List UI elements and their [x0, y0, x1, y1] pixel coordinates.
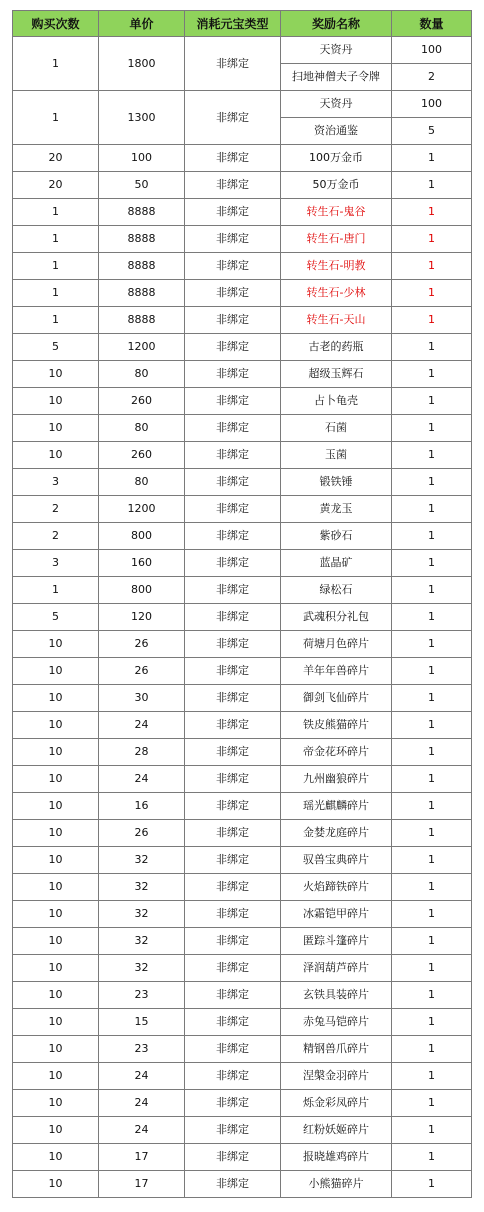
- table-row: [13, 982, 472, 1009]
- cell-purchase-count: 10: [13, 820, 99, 847]
- cell-unit-price: 30: [99, 685, 185, 712]
- cell-purchase-count: 1: [13, 577, 99, 604]
- cell-unit-price: 260: [99, 388, 185, 415]
- cell-purchase-count: 10: [13, 415, 99, 442]
- cell-currency-type: 非绑定: [185, 793, 281, 820]
- cell-currency-type: 非绑定: [185, 388, 281, 415]
- cell-unit-price: 80: [99, 469, 185, 496]
- cell-purchase-count: 10: [13, 793, 99, 820]
- cell-reward-name: 荷塘月色碎片: [281, 631, 392, 658]
- table-row: [13, 577, 472, 604]
- header-reward-name: 奖励名称: [281, 11, 392, 37]
- table-row: [13, 1090, 472, 1117]
- cell-unit-price: 17: [99, 1171, 185, 1198]
- cell-quantity: 1: [392, 442, 472, 469]
- table-row: [13, 388, 472, 415]
- cell-purchase-count: 5: [13, 604, 99, 631]
- table-row: [13, 469, 472, 496]
- cell-currency-type: 非绑定: [185, 739, 281, 766]
- cell-quantity: 1: [392, 145, 472, 172]
- header-unit-price: 单价: [99, 11, 185, 37]
- cell-unit-price: 15: [99, 1009, 185, 1036]
- table-row: [13, 901, 472, 928]
- table-row: [13, 334, 472, 361]
- cell-currency-type: 非绑定: [185, 199, 281, 226]
- cell-quantity: 1: [392, 1171, 472, 1198]
- table-row: [13, 199, 472, 226]
- cell-unit-price: 1300: [99, 91, 185, 145]
- cell-purchase-count: 10: [13, 982, 99, 1009]
- cell-purchase-count: 1: [13, 280, 99, 307]
- cell-unit-price: 260: [99, 442, 185, 469]
- table-row: [13, 523, 472, 550]
- cell-reward-name: 御剑飞仙碎片: [281, 685, 392, 712]
- cell-currency-type: 非绑定: [185, 928, 281, 955]
- cell-quantity: 1: [392, 793, 472, 820]
- cell-currency-type: 非绑定: [185, 658, 281, 685]
- cell-unit-price: 26: [99, 820, 185, 847]
- cell-unit-price: 24: [99, 712, 185, 739]
- cell-quantity: 1: [392, 226, 472, 253]
- cell-reward-name: 天资丹: [281, 37, 392, 64]
- cell-unit-price: 24: [99, 1063, 185, 1090]
- cell-purchase-count: 10: [13, 847, 99, 874]
- cell-currency-type: 非绑定: [185, 91, 281, 145]
- cell-reward-name: 扫地神僧夫子令牌: [281, 64, 392, 91]
- cell-currency-type: 非绑定: [185, 577, 281, 604]
- cell-unit-price: 28: [99, 739, 185, 766]
- cell-unit-price: 8888: [99, 199, 185, 226]
- cell-quantity: 1: [392, 631, 472, 658]
- header-purchase-count: 购买次数: [13, 11, 99, 37]
- cell-unit-price: 1800: [99, 37, 185, 91]
- cell-purchase-count: 1: [13, 37, 99, 91]
- cell-purchase-count: 1: [13, 91, 99, 145]
- reward-table-container: [12, 10, 472, 1198]
- cell-reward-name: 转生石-鬼谷: [281, 199, 392, 226]
- cell-reward-name: 占卜龟壳: [281, 388, 392, 415]
- cell-reward-name: 转生石-唐门: [281, 226, 392, 253]
- cell-reward-name: 50万金币: [281, 172, 392, 199]
- cell-reward-name: 资治通鉴: [281, 118, 392, 145]
- cell-purchase-count: 2: [13, 523, 99, 550]
- cell-quantity: 1: [392, 1117, 472, 1144]
- cell-currency-type: 非绑定: [185, 253, 281, 280]
- cell-purchase-count: 2: [13, 496, 99, 523]
- cell-reward-name: 转生石-天山: [281, 307, 392, 334]
- cell-unit-price: 24: [99, 1117, 185, 1144]
- cell-reward-name: 玄铁具装碎片: [281, 982, 392, 1009]
- table-row: [13, 712, 472, 739]
- table-row: [13, 955, 472, 982]
- table-row: [13, 172, 472, 199]
- cell-currency-type: 非绑定: [185, 469, 281, 496]
- cell-purchase-count: 10: [13, 1117, 99, 1144]
- cell-quantity: 1: [392, 577, 472, 604]
- cell-reward-name: 转生石-明教: [281, 253, 392, 280]
- cell-quantity: 1: [392, 766, 472, 793]
- cell-purchase-count: 10: [13, 1171, 99, 1198]
- cell-purchase-count: 10: [13, 712, 99, 739]
- cell-unit-price: 100: [99, 145, 185, 172]
- cell-purchase-count: 10: [13, 955, 99, 982]
- cell-reward-name: 金婪龙庭碎片: [281, 820, 392, 847]
- table-row: [13, 280, 472, 307]
- cell-currency-type: 非绑定: [185, 1009, 281, 1036]
- cell-reward-name: 泽润葫芦碎片: [281, 955, 392, 982]
- cell-reward-name: 铁皮熊猫碎片: [281, 712, 392, 739]
- cell-purchase-count: 10: [13, 766, 99, 793]
- table-row: [13, 793, 472, 820]
- cell-reward-name: 瑶光麒麟碎片: [281, 793, 392, 820]
- cell-quantity: 1: [392, 739, 472, 766]
- cell-quantity: 1: [392, 604, 472, 631]
- cell-unit-price: 32: [99, 928, 185, 955]
- cell-currency-type: 非绑定: [185, 172, 281, 199]
- cell-unit-price: 8888: [99, 307, 185, 334]
- cell-purchase-count: 10: [13, 1009, 99, 1036]
- cell-reward-name: 赤兔马铠碎片: [281, 1009, 392, 1036]
- cell-currency-type: 非绑定: [185, 982, 281, 1009]
- cell-quantity: 1: [392, 901, 472, 928]
- cell-currency-type: 非绑定: [185, 307, 281, 334]
- cell-currency-type: 非绑定: [185, 1144, 281, 1171]
- cell-unit-price: 23: [99, 1036, 185, 1063]
- cell-reward-name: 锻铁锤: [281, 469, 392, 496]
- cell-unit-price: 8888: [99, 226, 185, 253]
- table-row: [13, 604, 472, 631]
- cell-currency-type: 非绑定: [185, 145, 281, 172]
- cell-quantity: 1: [392, 253, 472, 280]
- cell-quantity: 1: [392, 1063, 472, 1090]
- cell-quantity: 1: [392, 874, 472, 901]
- cell-purchase-count: 10: [13, 631, 99, 658]
- cell-purchase-count: 10: [13, 388, 99, 415]
- cell-reward-name: 武魂积分礼包: [281, 604, 392, 631]
- cell-currency-type: 非绑定: [185, 820, 281, 847]
- cell-quantity: 100: [392, 91, 472, 118]
- table-row: [13, 361, 472, 388]
- cell-unit-price: 160: [99, 550, 185, 577]
- cell-reward-name: 超级玉辉石: [281, 361, 392, 388]
- cell-currency-type: 非绑定: [185, 1063, 281, 1090]
- cell-purchase-count: 10: [13, 739, 99, 766]
- cell-quantity: 1: [392, 1090, 472, 1117]
- table-row: [13, 253, 472, 280]
- cell-quantity: 1: [392, 712, 472, 739]
- cell-currency-type: 非绑定: [185, 37, 281, 91]
- cell-currency-type: 非绑定: [185, 1036, 281, 1063]
- header-row: [13, 11, 472, 37]
- cell-purchase-count: 10: [13, 928, 99, 955]
- cell-purchase-count: 3: [13, 550, 99, 577]
- cell-quantity: 1: [392, 334, 472, 361]
- cell-unit-price: 50: [99, 172, 185, 199]
- cell-reward-name: 100万金币: [281, 145, 392, 172]
- cell-unit-price: 80: [99, 415, 185, 442]
- cell-reward-name: 帝金花环碎片: [281, 739, 392, 766]
- cell-unit-price: 26: [99, 631, 185, 658]
- table-row: [13, 874, 472, 901]
- cell-currency-type: 非绑定: [185, 847, 281, 874]
- cell-unit-price: 32: [99, 955, 185, 982]
- cell-currency-type: 非绑定: [185, 685, 281, 712]
- table-row: [13, 928, 472, 955]
- cell-currency-type: 非绑定: [185, 280, 281, 307]
- table-row: [13, 658, 472, 685]
- cell-quantity: 1: [392, 523, 472, 550]
- cell-purchase-count: 10: [13, 685, 99, 712]
- cell-reward-name: 黄龙玉: [281, 496, 392, 523]
- cell-purchase-count: 1: [13, 199, 99, 226]
- table-row: [13, 1036, 472, 1063]
- cell-reward-name: 转生石-少林: [281, 280, 392, 307]
- cell-quantity: 1: [392, 415, 472, 442]
- cell-quantity: 1: [392, 982, 472, 1009]
- cell-quantity: 1: [392, 496, 472, 523]
- cell-unit-price: 24: [99, 766, 185, 793]
- cell-quantity: 1: [392, 280, 472, 307]
- cell-currency-type: 非绑定: [185, 226, 281, 253]
- table-row: [13, 766, 472, 793]
- cell-purchase-count: 10: [13, 442, 99, 469]
- cell-quantity: 1: [392, 685, 472, 712]
- reward-table: [12, 10, 472, 1198]
- cell-purchase-count: 10: [13, 1090, 99, 1117]
- cell-reward-name: 匿踪斗篷碎片: [281, 928, 392, 955]
- header-quantity: 数量: [392, 11, 472, 37]
- cell-reward-name: 小熊猫碎片: [281, 1171, 392, 1198]
- cell-currency-type: 非绑定: [185, 1171, 281, 1198]
- cell-quantity: 1: [392, 361, 472, 388]
- cell-reward-name: 玉菌: [281, 442, 392, 469]
- cell-quantity: 1: [392, 1009, 472, 1036]
- cell-purchase-count: 1: [13, 307, 99, 334]
- cell-currency-type: 非绑定: [185, 874, 281, 901]
- cell-reward-name: 烁金彩凤碎片: [281, 1090, 392, 1117]
- table-row: [13, 820, 472, 847]
- table-row: [13, 739, 472, 766]
- cell-currency-type: 非绑定: [185, 334, 281, 361]
- cell-purchase-count: 3: [13, 469, 99, 496]
- table-row: [13, 307, 472, 334]
- cell-currency-type: 非绑定: [185, 766, 281, 793]
- cell-purchase-count: 10: [13, 874, 99, 901]
- cell-purchase-count: 10: [13, 1063, 99, 1090]
- cell-reward-name: 蓝晶矿: [281, 550, 392, 577]
- cell-quantity: 1: [392, 550, 472, 577]
- table-header: [13, 11, 472, 37]
- cell-unit-price: 80: [99, 361, 185, 388]
- table-row: [13, 496, 472, 523]
- cell-purchase-count: 10: [13, 901, 99, 928]
- cell-currency-type: 非绑定: [185, 1090, 281, 1117]
- cell-unit-price: 23: [99, 982, 185, 1009]
- cell-currency-type: 非绑定: [185, 604, 281, 631]
- cell-currency-type: 非绑定: [185, 550, 281, 577]
- cell-purchase-count: 20: [13, 145, 99, 172]
- cell-currency-type: 非绑定: [185, 955, 281, 982]
- cell-unit-price: 17: [99, 1144, 185, 1171]
- cell-unit-price: 16: [99, 793, 185, 820]
- cell-currency-type: 非绑定: [185, 523, 281, 550]
- cell-reward-name: 冰霜铠甲碎片: [281, 901, 392, 928]
- cell-purchase-count: 5: [13, 334, 99, 361]
- cell-quantity: 1: [392, 199, 472, 226]
- cell-unit-price: 8888: [99, 280, 185, 307]
- cell-reward-name: 精钢兽爪碎片: [281, 1036, 392, 1063]
- cell-unit-price: 26: [99, 658, 185, 685]
- cell-unit-price: 32: [99, 847, 185, 874]
- header-currency-type: 消耗元宝类型: [185, 11, 281, 37]
- table-row: [13, 415, 472, 442]
- table-row: [13, 91, 472, 118]
- cell-reward-name: 古老的药瓶: [281, 334, 392, 361]
- cell-reward-name: 火焰蹄铁碎片: [281, 874, 392, 901]
- cell-purchase-count: 1: [13, 253, 99, 280]
- table-row: [13, 442, 472, 469]
- cell-quantity: 1: [392, 307, 472, 334]
- table-row: [13, 145, 472, 172]
- cell-unit-price: 120: [99, 604, 185, 631]
- cell-quantity: 1: [392, 172, 472, 199]
- cell-currency-type: 非绑定: [185, 415, 281, 442]
- cell-reward-name: 绿松石: [281, 577, 392, 604]
- cell-quantity: 1: [392, 658, 472, 685]
- cell-currency-type: 非绑定: [185, 712, 281, 739]
- cell-unit-price: 800: [99, 523, 185, 550]
- cell-reward-name: 石菌: [281, 415, 392, 442]
- cell-unit-price: 800: [99, 577, 185, 604]
- cell-unit-price: 8888: [99, 253, 185, 280]
- cell-unit-price: 32: [99, 901, 185, 928]
- cell-reward-name: 九州幽狼碎片: [281, 766, 392, 793]
- cell-unit-price: 32: [99, 874, 185, 901]
- cell-reward-name: 涅槃金羽碎片: [281, 1063, 392, 1090]
- table-row: [13, 1171, 472, 1198]
- table-row: [13, 550, 472, 577]
- table-row: [13, 226, 472, 253]
- cell-purchase-count: 10: [13, 1036, 99, 1063]
- cell-quantity: 1: [392, 1144, 472, 1171]
- cell-reward-name: 红粉妖姬碎片: [281, 1117, 392, 1144]
- cell-currency-type: 非绑定: [185, 901, 281, 928]
- cell-quantity: 1: [392, 1036, 472, 1063]
- table-row: [13, 1144, 472, 1171]
- cell-purchase-count: 1: [13, 226, 99, 253]
- cell-currency-type: 非绑定: [185, 361, 281, 388]
- cell-quantity: 100: [392, 37, 472, 64]
- cell-purchase-count: 10: [13, 658, 99, 685]
- cell-reward-name: 报晓雄鸡碎片: [281, 1144, 392, 1171]
- cell-reward-name: 驭兽宝典碎片: [281, 847, 392, 874]
- cell-quantity: 1: [392, 820, 472, 847]
- cell-unit-price: 1200: [99, 496, 185, 523]
- cell-quantity: 1: [392, 955, 472, 982]
- table-row: [13, 685, 472, 712]
- cell-reward-name: 紫砂石: [281, 523, 392, 550]
- cell-quantity: 1: [392, 469, 472, 496]
- table-body: [13, 37, 472, 1198]
- cell-currency-type: 非绑定: [185, 496, 281, 523]
- table-row: [13, 631, 472, 658]
- cell-currency-type: 非绑定: [185, 631, 281, 658]
- cell-quantity: 1: [392, 928, 472, 955]
- table-row: [13, 1117, 472, 1144]
- cell-quantity: 1: [392, 388, 472, 415]
- table-row: [13, 1063, 472, 1090]
- cell-reward-name: 天资丹: [281, 91, 392, 118]
- cell-quantity: 1: [392, 847, 472, 874]
- cell-unit-price: 24: [99, 1090, 185, 1117]
- table-row: [13, 847, 472, 874]
- cell-reward-name: 羊年年兽碎片: [281, 658, 392, 685]
- cell-quantity: 5: [392, 118, 472, 145]
- cell-purchase-count: 20: [13, 172, 99, 199]
- cell-purchase-count: 10: [13, 1144, 99, 1171]
- cell-currency-type: 非绑定: [185, 442, 281, 469]
- table-row: [13, 1009, 472, 1036]
- cell-purchase-count: 10: [13, 361, 99, 388]
- cell-unit-price: 1200: [99, 334, 185, 361]
- cell-quantity: 2: [392, 64, 472, 91]
- cell-currency-type: 非绑定: [185, 1117, 281, 1144]
- table-row: [13, 37, 472, 64]
